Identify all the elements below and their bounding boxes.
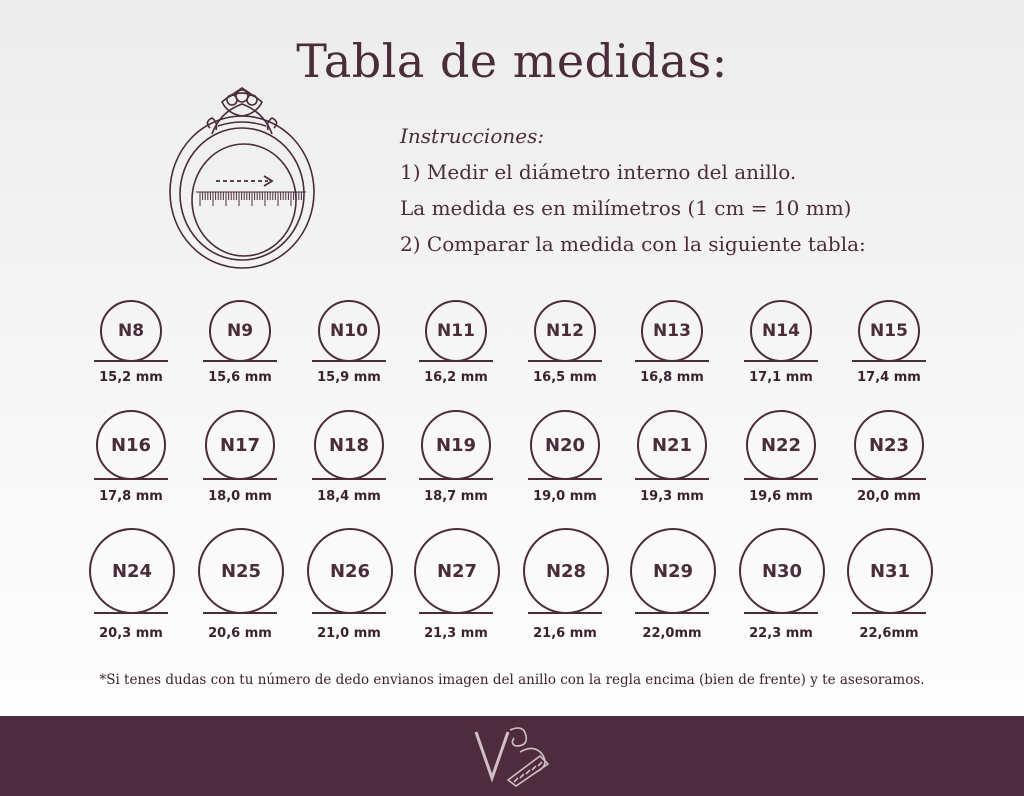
page-title: Tabla de medidas: xyxy=(296,34,728,88)
size-baseline xyxy=(312,478,386,480)
size-baseline xyxy=(635,612,709,614)
size-baseline xyxy=(203,478,277,480)
size-baseline xyxy=(744,478,818,480)
ring-size-circle: N20 xyxy=(530,410,600,480)
ring-size-circle: N14 xyxy=(750,300,812,362)
ring-size-circle: N24 xyxy=(89,528,175,614)
size-baseline xyxy=(419,478,493,480)
ring-size-circle: N27 xyxy=(414,528,500,614)
ring-size-circle: N26 xyxy=(307,528,393,614)
size-diameter: 20,0 mm xyxy=(857,489,921,504)
size-baseline xyxy=(94,612,168,614)
size-baseline xyxy=(203,612,277,614)
size-diameter: 21,3 mm xyxy=(424,626,488,641)
size-diameter: 15,6 mm xyxy=(208,370,272,385)
ring-size-circle: N12 xyxy=(534,300,596,362)
size-baseline xyxy=(94,478,168,480)
size-diameter: 18,7 mm xyxy=(424,489,488,504)
ring-size-circle: N17 xyxy=(205,410,275,480)
ring-size-circle: N15 xyxy=(858,300,920,362)
ring-size-circle: N31 xyxy=(847,528,933,614)
size-diameter: 19,6 mm xyxy=(749,489,813,504)
size-baseline xyxy=(528,360,602,362)
size-baseline xyxy=(852,360,926,362)
size-diameter: 19,3 mm xyxy=(640,489,704,504)
ring-size-circle: N21 xyxy=(637,410,707,480)
size-baseline xyxy=(528,612,602,614)
size-baseline xyxy=(419,612,493,614)
size-diameter: 21,6 mm xyxy=(533,626,597,641)
ring-size-circle: N18 xyxy=(314,410,384,480)
ring-size-circle: N8 xyxy=(100,300,162,362)
size-diameter: 16,8 mm xyxy=(640,370,704,385)
ring-size-circle: N19 xyxy=(421,410,491,480)
ring-size-circle: N23 xyxy=(854,410,924,480)
size-diameter: 16,2 mm xyxy=(424,370,488,385)
size-baseline xyxy=(635,360,709,362)
size-diameter: 15,9 mm xyxy=(317,370,381,385)
size-baseline xyxy=(203,360,277,362)
ring-size-circle: N10 xyxy=(318,300,380,362)
ring-size-circle: N16 xyxy=(96,410,166,480)
ring-size-circle: N25 xyxy=(198,528,284,614)
size-diameter: 18,4 mm xyxy=(317,489,381,504)
size-baseline xyxy=(744,612,818,614)
size-diameter: 17,4 mm xyxy=(857,370,921,385)
size-diameter: 18,0 mm xyxy=(208,489,272,504)
size-baseline xyxy=(744,360,818,362)
size-diameter: 20,3 mm xyxy=(99,626,163,641)
size-diameter: 15,2 mm xyxy=(99,370,163,385)
instruction-line: 2) Comparar la medida con la siguiente tabla: xyxy=(400,232,866,256)
size-baseline xyxy=(312,360,386,362)
footnote: *Si tenes dudas con tu número de dedo envianos imagen del anillo con la regla encima (bien de frente) y te asesoramos. xyxy=(99,672,925,688)
brand-logo xyxy=(470,722,560,790)
size-diameter: 22,0mm xyxy=(642,626,702,641)
instruction-line: La medida es en milímetros (1 cm = 10 mm) xyxy=(400,196,852,220)
size-diameter: 22,3 mm xyxy=(749,626,813,641)
size-baseline xyxy=(419,360,493,362)
size-baseline xyxy=(528,478,602,480)
size-baseline xyxy=(312,612,386,614)
ring-size-circle: N13 xyxy=(641,300,703,362)
size-baseline xyxy=(94,360,168,362)
size-diameter: 20,6 mm xyxy=(208,626,272,641)
ring-size-circle: N11 xyxy=(425,300,487,362)
size-diameter: 16,5 mm xyxy=(533,370,597,385)
ring-size-circle: N28 xyxy=(523,528,609,614)
size-diameter: 22,6mm xyxy=(859,626,919,641)
ring-size-circle: N29 xyxy=(630,528,716,614)
size-baseline xyxy=(635,478,709,480)
size-baseline xyxy=(852,612,926,614)
footer-bar xyxy=(0,716,1024,796)
instructions-heading: Instrucciones: xyxy=(400,124,545,148)
size-diameter: 21,0 mm xyxy=(317,626,381,641)
ring-size-circle: N9 xyxy=(209,300,271,362)
size-diameter: 17,8 mm xyxy=(99,489,163,504)
instruction-line: 1) Medir el diámetro interno del anillo. xyxy=(400,160,797,184)
size-diameter: 19,0 mm xyxy=(533,489,597,504)
ring-size-circle: N30 xyxy=(739,528,825,614)
ring-size-circle: N22 xyxy=(746,410,816,480)
size-baseline xyxy=(852,478,926,480)
size-diameter: 17,1 mm xyxy=(749,370,813,385)
